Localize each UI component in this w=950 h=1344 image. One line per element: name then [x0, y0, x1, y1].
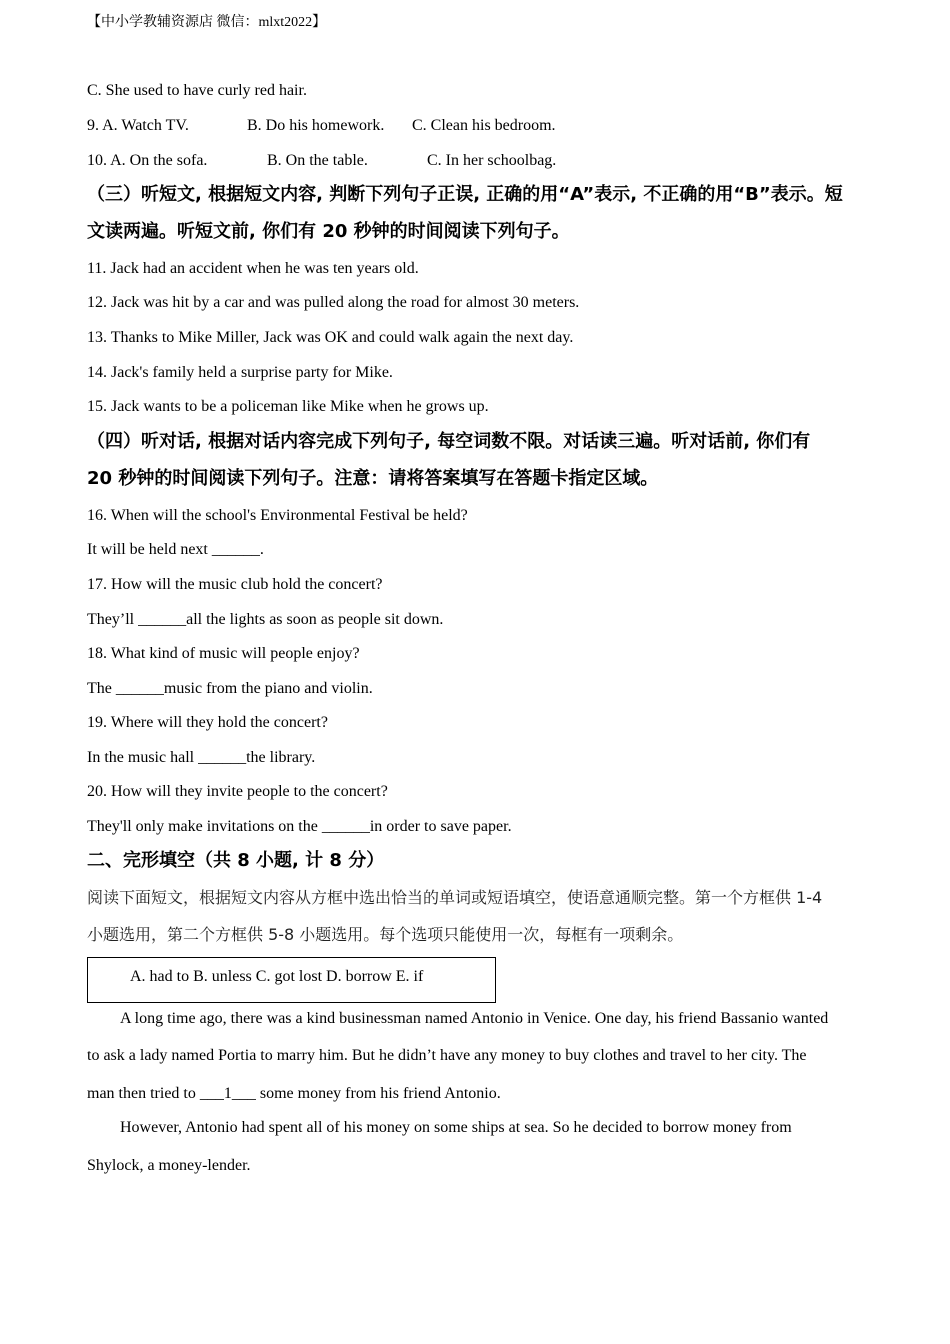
answer-18: The ______music from the piano and violin.	[87, 680, 373, 697]
statement-14: 14. Jack's family held a surprise party for Mike.	[87, 364, 393, 381]
q8-option-c: C. She used to have curly red hair.	[87, 82, 307, 99]
question-18: 18. What kind of music will people enjoy?	[87, 645, 360, 662]
answer-19: In the music hall ______the library.	[87, 749, 316, 766]
q9-option-c: C. Clean his bedroom.	[412, 117, 556, 134]
q9-option-b: B. Do his homework.	[247, 117, 385, 134]
section3-heading-line2: 文读两遍。听短文前, 你们有 20 秒钟的时间阅读下列句子。	[87, 221, 570, 242]
question-16: 16. When will the school's Environmental Festival be held?	[87, 507, 468, 524]
passage-p1-line3: man then tried to ___1___ some money from his friend Antonio.	[87, 1085, 501, 1102]
section4-heading-line2: 20 秒钟的时间阅读下列句子。注意：请将答案填写在答题卡指定区域。	[87, 468, 659, 489]
word-box-options: A. had to B. unless C. got lost D. borrow E. if	[130, 968, 424, 985]
q10-option-c: C. In her schoolbag.	[427, 152, 557, 169]
answer-20: They'll only make invitations on the ______in order to save paper.	[87, 818, 512, 835]
question-17: 17. How will the music club hold the concert?	[87, 576, 383, 593]
passage-p2-line2: Shylock, a money-lender.	[87, 1157, 251, 1174]
statement-11: 11. Jack had an accident when he was ten years old.	[87, 260, 419, 277]
q10-option-b: B. On the table.	[267, 152, 368, 169]
answer-17: They’ll ______all the lights as soon as people sit down.	[87, 611, 444, 628]
part2-instruction-line1: 阅读下面短文，根据短文内容从方框中选出恰当的单词或短语填空，使语意通顺完整。第一个方框供 1-4	[87, 888, 823, 907]
statement-12: 12. Jack was hit by a car and was pulled along the road for almost 30 meters.	[87, 294, 580, 311]
section4-heading-line1: （四）听对话, 根据对话内容完成下列句子, 每空词数不限。对话读三遍。听对话前, 你们有	[87, 431, 811, 452]
part2-title: 二、完形填空（共 8 小题, 计 8 分）	[87, 850, 385, 871]
statement-15: 15. Jack wants to be a policeman like Mike when he grows up.	[87, 398, 489, 415]
section3-heading-line1: （三）听短文, 根据短文内容, 判断下列句子正误, 正确的用“A”表示, 不正确的用“B”表示。短	[87, 184, 843, 205]
q10-option-a: 10. A. On the sofa.	[87, 152, 208, 169]
passage-p2-line1: However, Antonio had spent all of his money on some ships at sea. So he decided to borrow money from	[120, 1119, 792, 1136]
page-header-watermark: 【中小学教辅资源店 微信：mlxt2022】	[87, 15, 327, 30]
q9-row	[87, 116, 556, 136]
part2-instruction-line2: 小题选用，第二个方框供 5-8 小题选用。每个选项只能使用一次，每框有一项剩余。	[87, 925, 684, 944]
statement-13: 13. Thanks to Mike Miller, Jack was OK and could walk again the next day.	[87, 329, 574, 346]
passage-p1-line2: to ask a lady named Portia to marry him. But he didn’t have any money to buy clothes and travel to her city. The	[87, 1047, 807, 1064]
passage-p1-line1: A long time ago, there was a kind businessman named Antonio in Venice. One day, his friend Bassanio wanted	[120, 1010, 829, 1027]
q10-row	[87, 151, 556, 171]
answer-16: It will be held next ______.	[87, 541, 264, 558]
question-19: 19. Where will they hold the concert?	[87, 714, 328, 731]
q9-option-a: 9. A. Watch TV.	[87, 117, 189, 134]
question-20: 20. How will they invite people to the concert?	[87, 783, 388, 800]
